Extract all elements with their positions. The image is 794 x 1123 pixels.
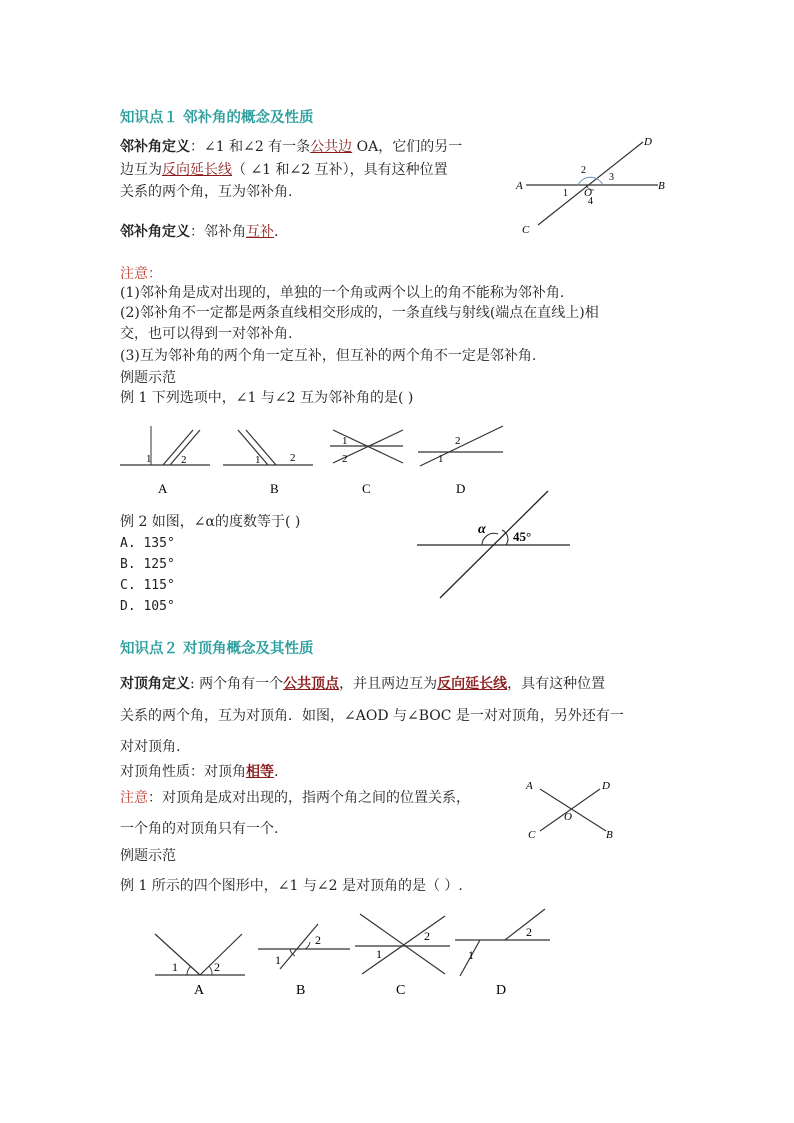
example-label-2: 例题示范 — [120, 848, 176, 864]
option-b-figure — [223, 430, 313, 496]
svg-text:1: 1 — [563, 188, 568, 199]
svg-text:1: 1 — [468, 948, 474, 962]
adjacent-def-line1: 邻补角定义：∠1 和∠2 有一条公共边 OA，它们的另一 — [120, 139, 463, 155]
svg-text:B: B — [270, 481, 279, 496]
svg-text:2: 2 — [315, 933, 321, 947]
svg-text:D: D — [602, 780, 610, 792]
vertical-note-line2: 一个角的对顶角只有一个. — [120, 821, 279, 837]
svg-text:2: 2 — [455, 435, 461, 447]
v-option-b-figure — [258, 924, 350, 998]
svg-text:3: 3 — [609, 172, 614, 183]
vertical-def-line1: 对顶角定义: 两个角有一个公共顶点，并且两边互为反向延长线，具有这种位置 — [120, 676, 606, 692]
example-label: 例题示范 — [120, 370, 176, 386]
vertical-example-figures — [150, 904, 555, 1002]
blank-supplementary: 互补 — [246, 224, 274, 240]
svg-text:D: D — [456, 481, 466, 496]
svg-text:2: 2 — [424, 929, 430, 943]
svg-text:2: 2 — [526, 925, 532, 939]
adjacent-def-label: 邻补角定义 — [120, 139, 190, 155]
example-2-question: 例 2 如图，∠α的度数等于( ) — [120, 514, 301, 530]
svg-text:B: B — [296, 983, 306, 998]
v-option-d-figure — [455, 909, 550, 998]
svg-text:1: 1 — [438, 453, 444, 465]
v-option-a-figure — [155, 934, 245, 998]
option-b: B. 125° — [120, 557, 175, 572]
svg-text:A: A — [516, 180, 523, 192]
svg-text:4: 4 — [588, 196, 593, 207]
option-c-figure — [330, 430, 403, 496]
svg-text:O: O — [584, 187, 592, 199]
svg-text:α: α — [478, 522, 486, 537]
vertical-property: 对顶角性质：对顶角相等. — [120, 764, 279, 780]
adjacent-property: 邻补角定义：邻补角互补. — [120, 224, 279, 240]
svg-text:B: B — [606, 829, 613, 841]
blank-common-side: 公共边 — [310, 139, 353, 155]
note-1: (1)邻补角是成对出现的，单独的一个角或两个以上的角不能称为邻补角. — [120, 285, 565, 301]
svg-text:2: 2 — [214, 960, 220, 974]
example2-angle-figure — [412, 488, 577, 603]
vertical-note-line1: 注意：对顶角是成对出现的，指两个角之间的位置关系， — [120, 790, 470, 806]
note-2b: 交，也可以得到一对邻补角. — [120, 326, 293, 342]
option-a-figure — [120, 426, 210, 496]
svg-text:1: 1 — [376, 947, 382, 961]
vertical-angle-figure — [520, 775, 620, 845]
svg-text:1: 1 — [172, 960, 178, 974]
svg-text:A: A — [526, 780, 533, 792]
section2-title: 知识点２ 对顶角概念及其性质 — [120, 640, 314, 657]
svg-text:1: 1 — [275, 953, 281, 967]
section1-title: 知识点１ 邻补角的概念及性质 — [120, 109, 314, 126]
svg-text:C: C — [528, 829, 536, 841]
note-2a: (2)邻补角不一定都是两条直线相交形成的，一条直线与射线(端点在直线上)相 — [120, 305, 599, 321]
adjacent-def-line2: 边互为反向延长线（ ∠1 和∠2 互补），具有这种位置 — [120, 162, 448, 178]
note-3: (3)互为邻补角的两个角一定互补，但互补的两个角不一定是邻补角. — [120, 348, 537, 364]
v-option-c-figure — [355, 914, 450, 998]
adjacent-angle-figure — [508, 130, 678, 240]
svg-text:C: C — [362, 481, 371, 496]
note-label: 注意： — [120, 266, 162, 282]
svg-text:1: 1 — [146, 453, 152, 465]
option-d-figure — [418, 426, 503, 496]
blank-common-vertex: 公共顶点 — [283, 676, 340, 692]
example-1-question: 例 1 下列选项中，∠1 与∠2 互为邻补角的是( ) — [120, 390, 414, 406]
svg-text:2: 2 — [290, 452, 296, 464]
option-d: D. 105° — [120, 599, 175, 614]
svg-text:2: 2 — [581, 165, 586, 176]
svg-text:B: B — [658, 180, 665, 192]
svg-text:C: C — [522, 224, 530, 236]
svg-text:D: D — [644, 136, 652, 148]
svg-text:2: 2 — [342, 453, 348, 465]
adjacent-def-line3: 关系的两个角，互为邻补角. — [120, 184, 293, 200]
blank-reverse-extension: 反向延长线 — [162, 162, 232, 178]
option-c: C. 115° — [120, 578, 175, 593]
vertical-def-line2: 关系的两个角，互为对顶角．如图，∠AOD 与∠BOC 是一对对顶角，另外还有一 — [120, 708, 624, 724]
svg-text:C: C — [396, 983, 406, 998]
blank-equal: 相等 — [246, 764, 274, 780]
vertical-def-line3: 对对顶角. — [120, 739, 181, 755]
svg-text:A: A — [194, 983, 205, 998]
svg-text:1: 1 — [342, 435, 348, 447]
svg-text:1: 1 — [255, 454, 261, 466]
svg-text:2: 2 — [181, 454, 187, 466]
svg-text:A: A — [158, 481, 168, 496]
option-a: A. 135° — [120, 536, 175, 551]
blank-reverse-extension-2: 反向延长线 — [437, 676, 508, 692]
svg-text:45°: 45° — [513, 529, 532, 544]
example-1-question-2: 例 1 所示的四个图形中，∠1 与∠2 是对顶角的是（ ）. — [120, 878, 463, 894]
svg-text:O: O — [564, 811, 572, 823]
svg-text:D: D — [496, 983, 507, 998]
